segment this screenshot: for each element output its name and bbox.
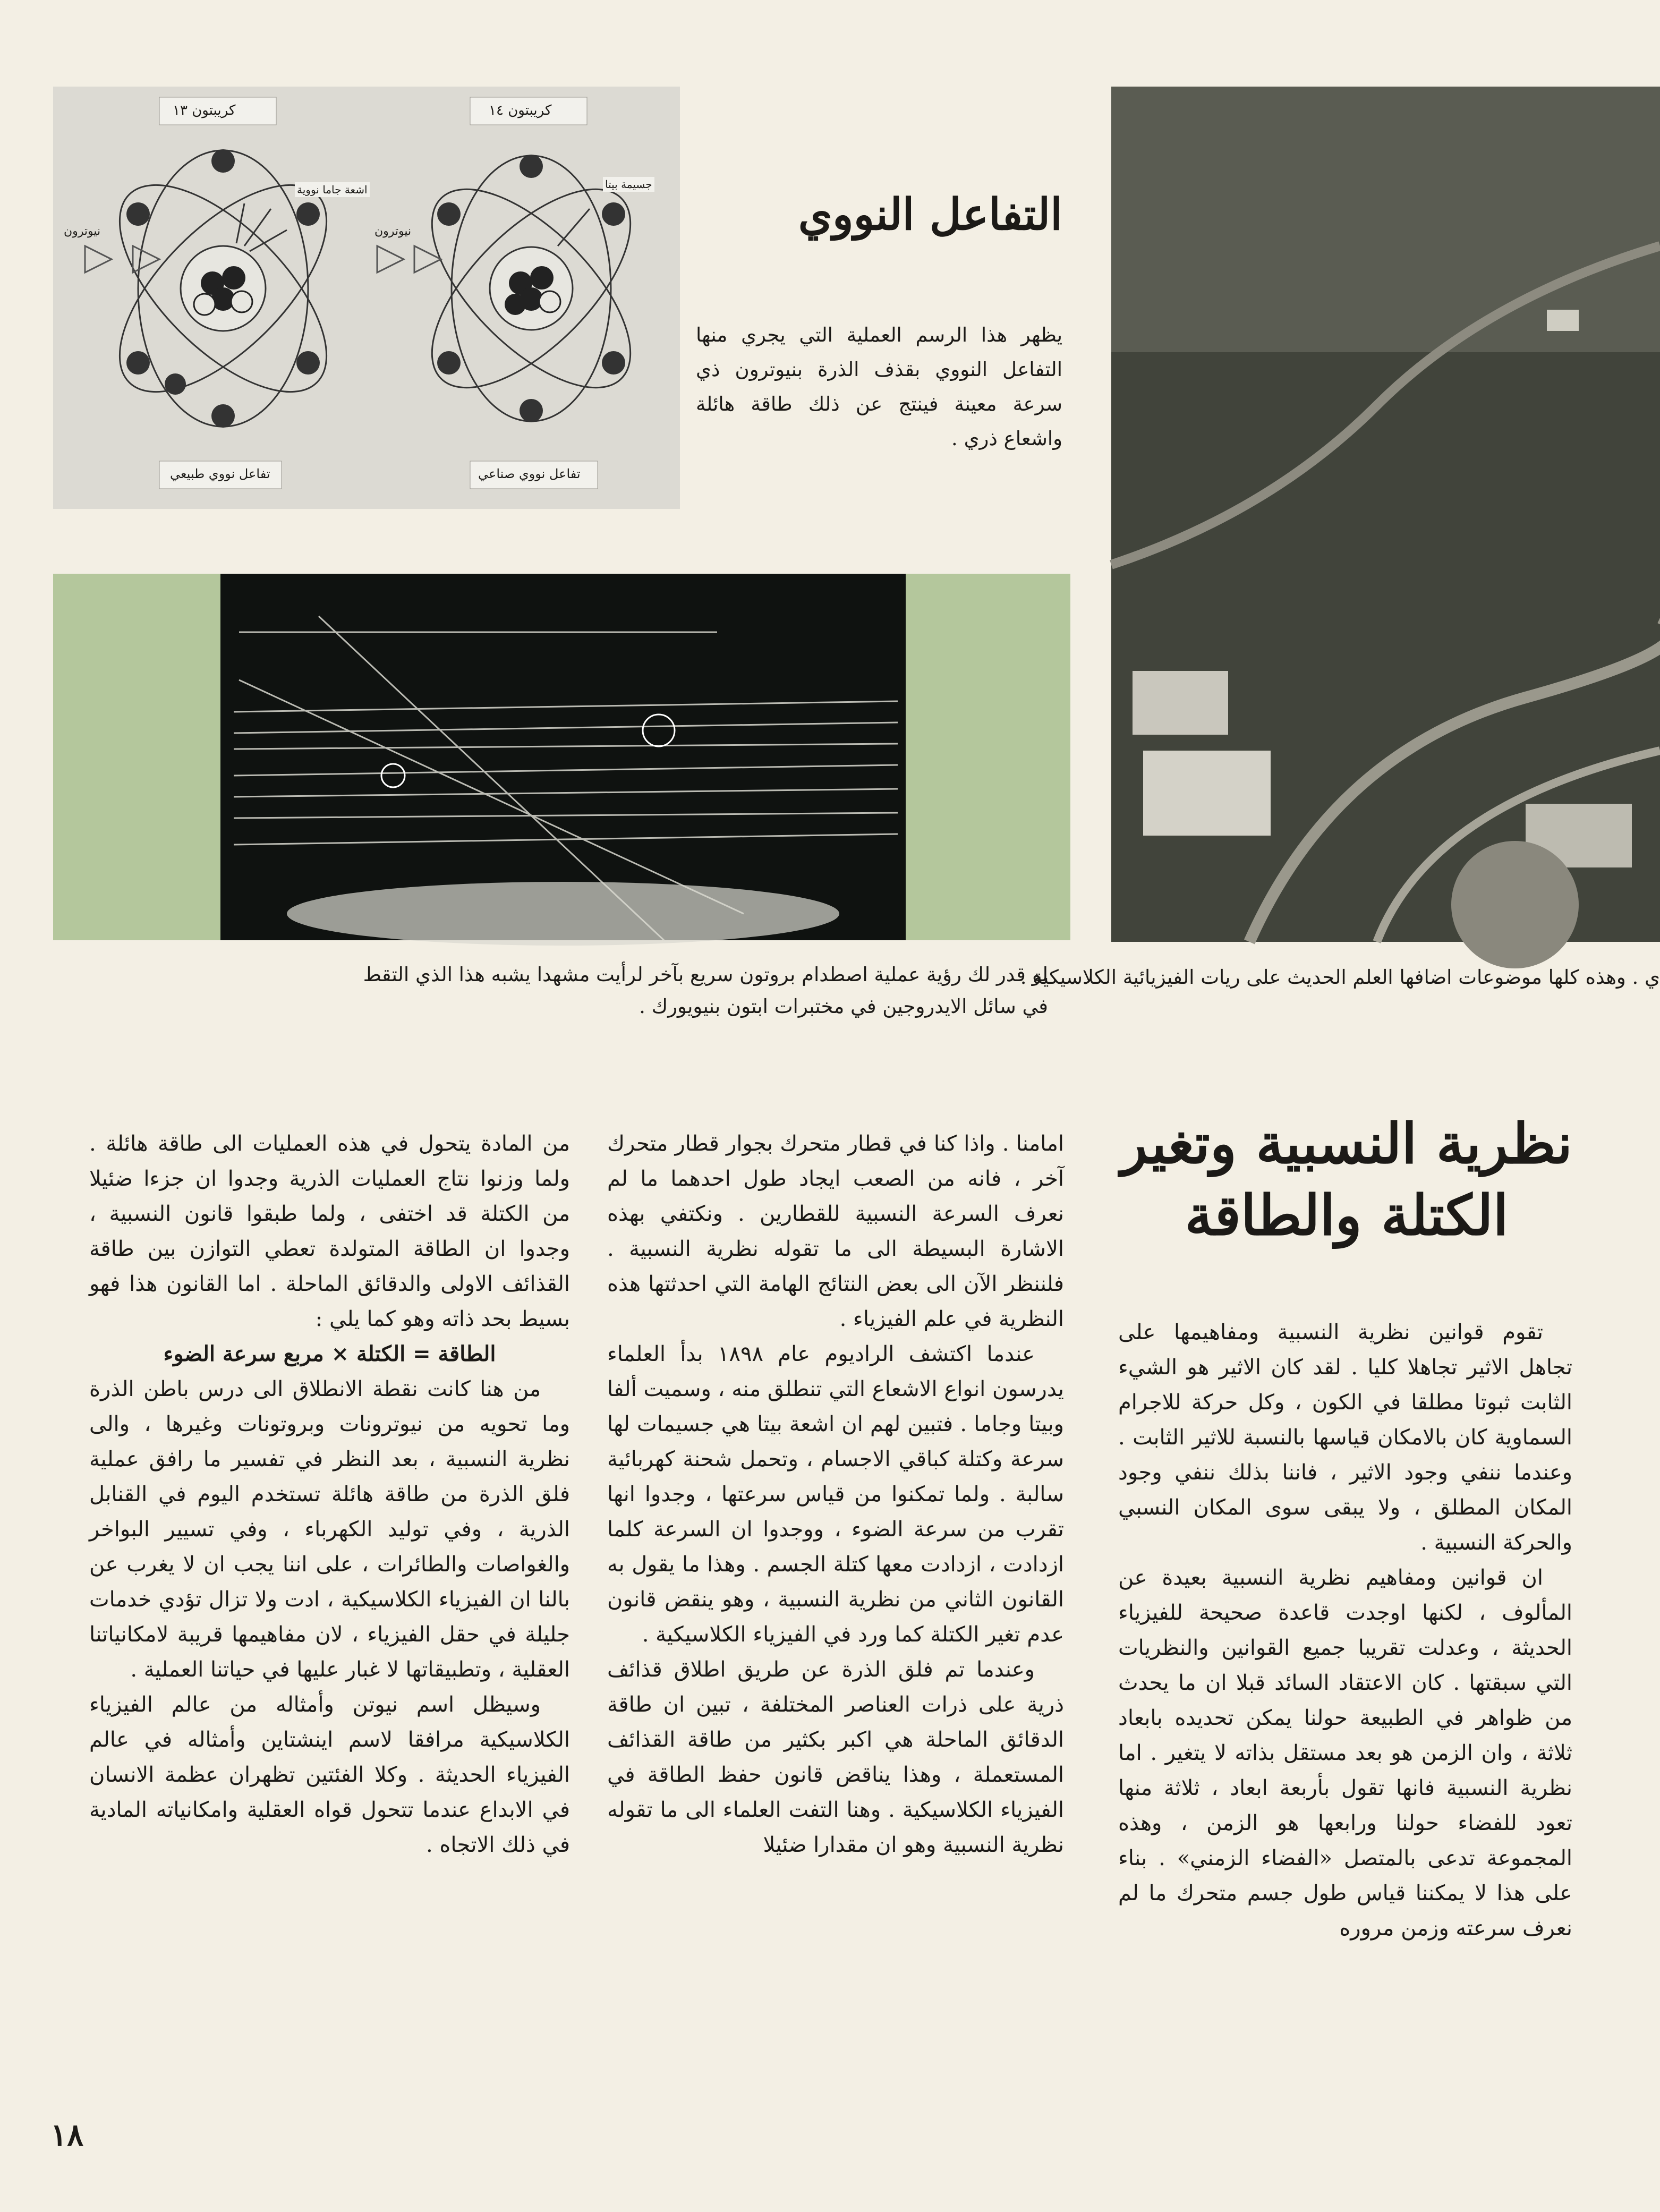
aerial-photo	[1111, 87, 1660, 942]
label-natural-reaction: تفاعل نووي طبيعي	[170, 466, 270, 481]
nuclear-reaction-diagram	[53, 87, 680, 509]
aerial-photo-caption: ي . وهذه كلها موضوعات اضافها العلم الحديث على ريات الفيزيائية الكلاسيكية .	[1020, 966, 1660, 989]
paragraph: وسيظل اسم نيوتن وأمثاله من عالم الفيزياء الكلاسيكية مرافقا لاسم اينشتاين وأمثاله في عالم الفيزياء الحديثة . وكلا الفئتين تظهران عظمة الانسان في الابداع عندما تتحول قواه العقلية وامكانياته المادية في ذلك الاتجاه .	[89, 1692, 570, 1857]
paragraph: من المادة يتحول في هذه العمليات الى طاقة هائلة . ولما وزنوا نتاج العمليات الذرية وجدوا ان جزءا ضئيلا من الكتلة قد اختفى ، ولما طبقوا قانون النسبية ، وجدوا ان الطاقة المتولدة تعطي التوازن بين طاقة القذائف الاولى والدقائق الماحلة . اما القانون هذا فهو بسيط بحد ذاته وهو كما يلي :	[89, 1131, 570, 1331]
article-column-right	[1118, 1315, 1572, 1946]
paragraph: ان قوانين ومفاهيم نظرية النسبية بعيدة عن المألوف ، لكنها اوجدت قاعدة صحيحة للفيزياء الحديثة ، وعدلت تقريبا جميع القوانين والنظريات التي سبقتها . كان الاعتقاد السائد قبلا ان ما يحدث من ظواهر في الطبيعة حولنا يمكن تحديده بابعاد ثلاثة ، وان الزمن هو بعد مستقل بذاته لا يتغير . اما نظرية النسبية فانها تقول بأربعة ابعاد ، ثلاثة منها تعود للفضاء حولنا ورابعها هو الزمن ، وهذه المجموعة تدعى بالمتصل «الفضاء الزمني» . بناء على هذا لا يمكننا قياس طول جسم متحرك ما لم نعرف سرعته وزمن مروره	[1118, 1566, 1572, 1941]
label-neutron-right: نيوترون	[374, 225, 412, 238]
nuclear-reaction-title: التفاعل النووي	[798, 189, 1062, 240]
label-neutron-left: نيوترون	[64, 225, 101, 238]
page-number: ١٨	[50, 2117, 84, 2153]
atom-diagram-svg	[53, 87, 680, 509]
bubble-chamber-svg	[53, 574, 1070, 940]
article-column-middle	[607, 1126, 1064, 1862]
paragraph: عندما اكتشف الراديوم عام ١٨٩٨ بدأ العلماء يدرسون انواع الاشعاع التي تنطلق منه ، وسميت ألفا وبيتا وجاما . فتبين لهم ان اشعة بيتا هي جسيمات لها سرعة وكتلة كباقي الاجسام ، وتحمل شحنة كهربائية سالبة . ولما تمكنوا من قياس سرعتها ، وجدوا انها تقرب من سرعة الضوء ، ووجدوا ان السرعة كلما ازدادت ، ازدادت معها كتلة الجسم . وهذا ما يقول به القانون الثاني من نظرية النسبية ، وهو ينقض قانون عدم تغير الكتلة كما ورد في الفيزياء الكلاسيكية .	[607, 1342, 1065, 1647]
article-column-left	[89, 1126, 570, 1862]
paragraph: وعندما تم فلق الذرة عن طريق اطلاق قذائف ذرية على ذرات العناصر المختلفة ، تبين ان طاقة الدقائق الماحلة هي اكبر بكثير من طاقة القذائف المستعملة ، وهذا يناقض قانون حفظ الطاقة في الفيزياء الكلاسيكية . وهنا التفت العلماء الى ما تقوله نظرية النسبية وهو ان مقدارا ضئيلا	[607, 1657, 1064, 1857]
energy-mass-formula: الطاقة = الكتلة × مربع سرعة الضوء	[163, 1341, 496, 1366]
article-title	[1118, 1108, 1575, 1251]
article-title-line2: الكتلة والطاقة	[1185, 1182, 1509, 1248]
diagram-caption: يظهر هذا الرسم العملية التي يجري منها التفاعل النووي بقذف الذرة بنيوترون ذي سرعة معينة فينتج عن ذلك طاقة هائلة واشعاع ذري .	[696, 324, 1062, 450]
bubble-chamber-photo	[53, 574, 1070, 940]
paragraph: من هنا كانت نقطة الانطلاق الى درس باطن الذرة وما تحويه من نيوترونات وبروتونات وغيرها ، والى نظرية النسبية ، بعد النظر في تفسير ما رافق عملية فلق الذرة من طاقة هائلة تستخدم اليوم في القنابل الذرية ، وفي توليد الكهرباء ، وفي تسيير البواخر والغواصات والطائرات ، على اننا يجب ان لا يغرب عن بالنا ان الفيزياء الكلاسيكية ، ادت ولا تزال تؤدي خدمات جليلة في حقل الفيزياء ، لان مفاهيمها قريبة لامكانياتنا العقلية ، وتطبيقاتها لا غبار عليها في حياتنا العملية .	[89, 1377, 570, 1682]
label-krypton14: كريبتون ١٤	[489, 103, 552, 118]
aerial-photo-svg	[1111, 87, 1660, 942]
article-title-line1: نظرية النسبية وتغير	[1120, 1111, 1573, 1176]
label-artificial-reaction: تفاعل نووي صناعي	[478, 466, 581, 481]
label-beta-particle: جسيمة بيتا	[603, 177, 654, 192]
paragraph: تقوم قوانين نظرية النسبية ومفاهيمها على تجاهل الاثير تجاهلا كليا . لقد كان الاثير هو الشيء الثابت ثبوتا مطلقا في الكون ، وكل حركة للاجرام السماوية كان بالامكان قياسها بالنسبة للاثير الثابت . وعندما ننفي وجود الاثير ، فاننا بذلك ننفي وجود المكان المطلق ، ولا يبقى سوى المكان النسبي والحركة النسبية .	[1118, 1320, 1572, 1555]
bubble-photo-caption: لو قدر لك رؤية عملية اصطدام بروتون سريع بآخر لرأيت مشهدا يشبه هذا الذي التقط في سائل الايدروجين في مختبرات ابتون بنيويورك .	[363, 963, 1048, 1018]
label-gamma-ray: اشعة جاما نووية	[295, 182, 370, 197]
label-krypton13: كريبتون ١٣	[173, 103, 236, 118]
paragraph: امامنا . واذا كنا في قطار متحرك بجوار قطار متحرك آخر ، فانه من الصعب ايجاد طول احدهما ما لم نعرف السرعة النسبية للقطارين . ونكتفي بهذه الاشارة البسيطة الى ما تقوله نظرية النسبية . فلننظر الآن الى بعض النتائج الهامة التي احدثتها هذه النظرية في علم الفيزياء .	[607, 1131, 1064, 1331]
